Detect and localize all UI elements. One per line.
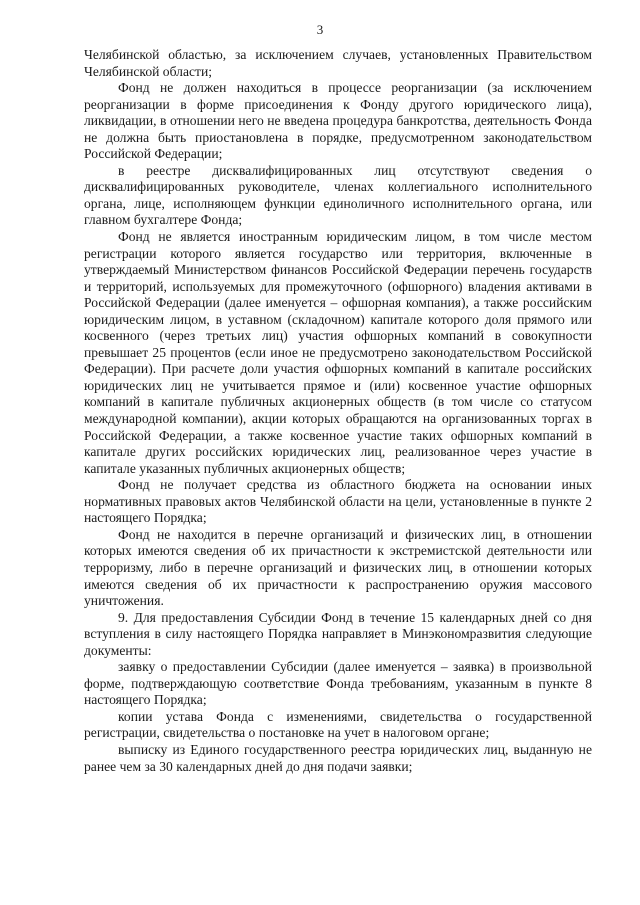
paragraph-offshore: Фонд не является иностранным юридическим лицом, в том числе местом регистрации которого является государство или территория, включенные в утверждаемый Министерством финансов Российской Федерации перечень государств и территорий, используемых для промежуточного (офшорного) владения активами в Российской Федерации (далее именуется – офшорная компания), а также российским юридическим лицом, в уставном (складочном) капитале которого доля прямого или косвенного (через третьих лиц) участия офшорных компаний в совокупности превышает 25 процентов (если иное не предусмотрено законодательством Российской Федерации). При расчете доли участия офшорных компаний в капитале российских юридических лиц не учитывается прямое и (или) косвенное участие офшорных компаний в капитале публичных акционерных обществ (в том числе со статусом международной компании), акции которых обращаются на организованных торгах в Российской Федерации, а также косвенное участие таких офшорных компаний в капитале других российских юридических лиц, реализованное через участие в капитале указанных публичных акционерных обществ; [84, 229, 592, 476]
paragraph-registry-extract: выписку из Единого государственного реестра юридических лиц, выданную не ранее чем за 30 календарных дней до дня подачи заявки; [84, 741, 592, 774]
page-number: 3 [316, 22, 324, 37]
paragraph-charter-copies: копии устава Фонда с изменениями, свидетельства о государственной регистрации, свидетельства о постановке на учет в налоговом органе; [84, 708, 592, 741]
document-body [84, 47, 592, 775]
paragraph-extremism-list: Фонд не находится в перечне организаций и физических лиц, в отношении которых имеются сведения об их причастности к экстремистской деятельности или терроризму, либо в перечне организаций и физических лиц, в отношении которых имеются сведения об их причастности к распространению оружия массового уничтожения. [84, 526, 592, 609]
paragraph-no-reorganization: Фонд не должен находиться в процессе реорганизации (за исключением реорганизации в форме присоединения к Фонду другого юридического лица), ликвидации, в отношении него не введена процедура банкротства, деятельность Фонда не должна быть приостановлена в порядке, предусмотренном законодательством Российской Федерации; [84, 80, 592, 162]
paragraph-continuation: Челябинской областью, за исключением случаев, установленных Правительством Челябинской области; [84, 47, 592, 79]
paragraph-item-9: 9. Для предоставления Субсидии Фонд в течение 15 календарных дней со дня вступления в силу настоящего Порядка направляет в Минэкономразвития следующие документы: [84, 609, 592, 658]
paragraph-no-budget-funds: Фонд не получает средства из областного бюджета на основании иных нормативных правовых актов Челябинской области на цели, установленные в пункте 2 настоящего Порядка; [84, 477, 592, 526]
paragraph-disqualified-registry: в реестре дисквалифицированных лиц отсутствуют сведения о дисквалифицированных руководителе, членах коллегиального исполнительного органа, лице, исполняющем функции единоличного исполнительного органа, или главном бухгалтере Фонда; [84, 162, 592, 228]
paragraph-application: заявку о предоставлении Субсидии (далее именуется – заявка) в произвольной форме, подтверждающую соответствие Фонда требованиям, указанным в пункте 8 настоящего Порядка; [84, 659, 592, 708]
